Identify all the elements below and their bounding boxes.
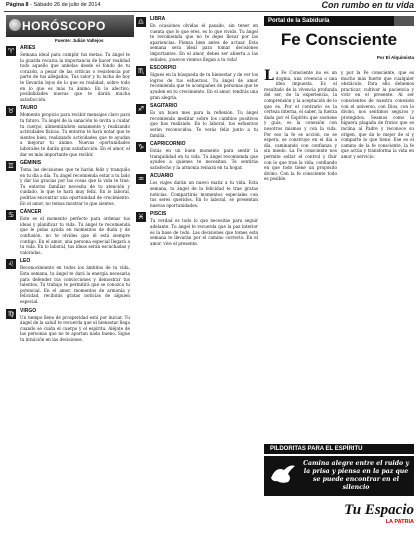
sign-name: CÁNCER (20, 209, 42, 216)
sign-text: Este es el momento perfecto para ordenar tus ideas y planificar tu vida. Tu ángel te recomienda que le pidas ayuda en momentos de duda y de confusión, no te olvides que él está siempre contigo. En el amor, una persona especial llegará a tu vida. En lo laboral, tus ideas serán escuchadas y valoradas. (20, 216, 130, 255)
zodiac-icon: ♑ (137, 143, 145, 152)
header-accent (394, 16, 414, 26)
sign-text: Reconocimiento en todos los ámbitos de tu vida. Esta semana, tu ángel te dará la energía necesaria para defender tus convicciones y demostrar tus talentos. Tu trabajo te permitirá que se conozca tu potencial. En el amor, momentos de armonía y felicidad, recibirás gratas noticias de alguien especial. (20, 265, 130, 304)
sign-text: Los viajes darán un nuevo matiz a tu vida. Esta semana, tu ángel de la felicidad te trae gratas noticias. Compartirás momentos especiales con tus seres queridos. En lo laboral, se presentan nuevas oportunidades. (150, 180, 258, 208)
sign-entry (6, 258, 130, 304)
horoscope-column-2 (136, 16, 258, 249)
sign-text: Es un buen mes para la reflexión. Tu ángel recomienda meditar sobre los cambios positivos que has realizado. En lo laboral, tus esfuerzos serán reconocidos. Te verás feliz junto a tu familia. (150, 110, 258, 138)
sign-text: Momento propicio para recibir mensajes claro para tu futuro. Tu ángel de la sanación te invita a cuidar tu cuerpo, alimentándote sanamente y realizando actividades físicas. Tu entorno te hará notar que te sientes bien, realizando actividades que te ayudan a mejorar tu ánimo. Nuevas oportunidades laborales te darán gran satisfacción. En el amor, el dar es más importante que recibir. (20, 112, 130, 157)
zodiac-icon: ♎ (137, 18, 145, 26)
date-text: - Sábado 26 de julio de 2014 (28, 2, 101, 8)
wisdom-section-header (264, 16, 414, 26)
zodiac-icon: ♋ (7, 211, 15, 220)
sign-name: VIRGO (20, 307, 37, 314)
sign-name: ESCORPIO (150, 65, 177, 72)
article-text-1: a Fe Consciente no es un dogma, una creencia o una idea impuesta. Es el resultado de la vivencia profunda del ser, de la experiencia, la comprensión y la aceptación de lo que es. Por el contrario es la certeza interna, el saber, la fuerza dada por el Espíritu que sostiene y guía, es la conexión con nosotros mismos y con la vida. Por eso la fe es acción, no se espera, se construye en el día a día, caminando con confianza y sin miedo. La Fe consciente nos permite soltar el control y fluir con lo que trae la vida, confiando en que todo tiene un propósito divino. Con la fe consciente todo es posible. (264, 70, 337, 182)
sign-entry (6, 45, 130, 102)
sign-name: LIBRA (150, 16, 166, 22)
sign-entry (136, 141, 258, 170)
zodiac-icon: ♈ (7, 47, 15, 55)
sign-entry (136, 65, 258, 100)
sign-name: ACUARIO (150, 173, 174, 180)
page-date (6, 2, 101, 8)
zodiac-icon: ♐ (137, 105, 145, 114)
article-text-2: y por la Fe consciente, que es mucho más fuerte que cualquier obstáculo. Para ello debemos practicar, cultivar la paciencia y vivir en el presente. Al ser conscientes de nuestra conexión con el universo, con Dios, con lo divino, nos sentimos seguros y protegidos. Seamos como la higuera plagada de frutos que se inclina al Padre y reconoce su origen, que da lo mejor de sí y comparte lo que tiene. Ese es el camino de la fe consciente, la fe que actúa y transforma la vida en amor y servicio. (341, 70, 414, 159)
zodiac-icon: ♏ (137, 67, 145, 76)
article-column-2 (341, 70, 414, 160)
wisdom-section-title: Portal de la Sabiduría (268, 18, 330, 24)
zodiac-icon: ♊ (7, 162, 15, 171)
zodiac-icon: ♍ (7, 309, 15, 318)
sign-name: CAPRICORNIO (150, 141, 186, 148)
sign-entry (136, 173, 258, 208)
zodiac-icon: ♉ (7, 107, 15, 116)
sign-text: Semana ideal para cumplir tus metas. Tu ángel te la guarda recalca la importancia de hacer realidad todo aquello que anhelas desde el fondo de tu corazón, a pesar de las críticas o resistencia por parte de tus allegados. Tus valor y tu lucha de hoy te llevarán lejos de lo que es realidad, sobre todo en lo que es más tu ánimo. En lo afectivo, posibilidades nuevas que te darán mucha satisfacción. (20, 52, 130, 102)
slogan: Con rumbo en tu vida (321, 0, 414, 10)
horoscope-column-1 (6, 45, 130, 346)
sign-text: En ocasiones olvidas el pasado, sin tener en cuenta que lo que eres, es lo que vivido. Tu ángel te recomienda que no te dejes llevar por las apariencias. Piensa bien antes de actuar. Esta semana sera ideal para tomar decisiones importantes. En el amor, debes ser abierta a las señales, ¡nuevos vientos llegan a tu vida! (150, 23, 258, 62)
zodiac-icon: ♓ (137, 213, 145, 222)
zodiac-icon: ♌ (7, 260, 15, 269)
sign-text: Tu verdad es todo lo que necesitas para seguir adelante. Tu ángel te recuerda que la paz interior es la base de todo. Las decisiones que tomes esta semana te llevarán por el camino correcto. En el amor, vive el presente. (150, 218, 258, 246)
sign-text: Toma las decisiones que te harán feliz y tranquilo en tu día a día. Tu ángel recomienda estar a tu lado y dar las gracias por las cosas que la vida te trae. Tu entorno familiar necesita de tu atención y cuidado, lo que te hará muy feliz. En lo laboral, podrías encontrar una oportunidad de crecimiento. En el amor, no temas mostrar lo que sientes. (20, 167, 130, 206)
pilditas-header: PILDORITAS PARA EL ESPÍRITU (264, 444, 414, 454)
article-title: Fe Consciente (280, 30, 398, 49)
sign-entry (6, 160, 130, 206)
article-author: Por El Alquimista (376, 55, 414, 60)
zodiac-icon: ♒ (137, 175, 145, 184)
sign-name: SAGITARIO (150, 103, 178, 110)
page-label: Página 8 (6, 2, 29, 8)
sign-entry (6, 105, 130, 157)
horoscope-source: Fuente: Julián Vallejos (55, 38, 104, 43)
dove-icon (268, 460, 298, 490)
sign-name: ARIES (20, 45, 36, 51)
sign-text: Un tiempo lleno de prosperidad está por iniciar. Tu ángel de la salud te recuerda que el bienestar llega cuando se cuida el cuerpo y el espíritu. Aléjate de las personas que no te aportan nada bueno. Sigue tu intuición en las decisiones. (20, 314, 130, 342)
sign-name: PISCIS (150, 211, 167, 218)
sign-entry (6, 308, 130, 343)
horoscope-title: HORÓSCOPO (22, 19, 106, 33)
star-icon (9, 19, 21, 31)
top-bar (0, 0, 420, 10)
logo-main: Tu Espacio (344, 502, 414, 518)
horoscope-banner (6, 15, 134, 37)
logo-sub: LA PATRIA (385, 519, 414, 525)
divider (4, 11, 416, 12)
sign-entry (136, 103, 258, 138)
sign-entry (136, 16, 258, 62)
sign-text: Estás en un buen momento para sentir la tranquilidad en tu vida. Tu ángel recomienda que ayudes a quienes te necesitan. Te sentirás satisfecho y la armonía reinará en tu hogar. (150, 148, 258, 170)
article-column-1 (264, 70, 337, 182)
sign-name: LEO (20, 258, 31, 265)
sign-text: Sigues en la búsqueda de tu bienestar y de ver los logros de tus esfuerzos. Tu ángel de amor recomienda que te acompañes de personas que te ayuden en tu crecimiento. En el amor, tendrás una gran alegría. (150, 72, 258, 100)
sign-entry (136, 211, 258, 246)
publication-logo (330, 502, 414, 536)
sign-name: TAURO (20, 105, 38, 112)
pilditas-quote: Camina alegre entre el ruido y la prisa y piensa en la paz que se puede encontrar en el silencio (303, 460, 409, 491)
sign-name: GÉMINIS (20, 160, 42, 167)
drop-cap: L (264, 68, 274, 84)
sign-entry (6, 209, 130, 255)
